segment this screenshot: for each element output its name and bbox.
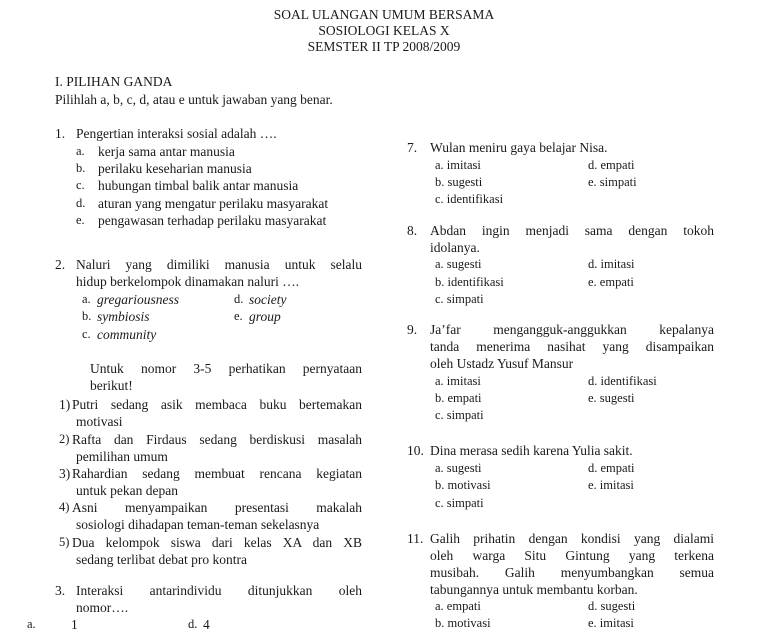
- option-letter: e.: [76, 213, 85, 227]
- option-e: e. imitasi: [588, 478, 634, 492]
- option-e: e. imitasi: [588, 616, 634, 630]
- question-number: 1.: [55, 126, 66, 141]
- option-e: e. simpati: [588, 175, 637, 189]
- note-text: Untuk nomor 3-5 perhatikan pernyataan: [90, 361, 362, 376]
- doc-title: SOAL ULANGAN UMUM BERSAMA: [273, 7, 495, 22]
- option-text: 1: [71, 617, 78, 632]
- question-text: Galih prihatin dengan kondisi yang dialami: [430, 531, 714, 546]
- option-letter: c.: [82, 327, 91, 341]
- question-number: 10.: [407, 443, 424, 458]
- question-text: Naluri yang dimiliki manusia untuk selalu: [76, 257, 362, 272]
- option-b: b. motivasi: [435, 478, 491, 492]
- option-text: pengawasan terhadap perilaku masyarakat: [98, 213, 327, 228]
- option-d: d. sugesti: [588, 599, 636, 613]
- option-letter: a.: [76, 144, 85, 158]
- option-letter: e.: [234, 309, 243, 323]
- statement-text: Rafta dan Firdaus sedang berdiskusi masalah: [72, 432, 362, 447]
- option-text: 4: [203, 617, 210, 632]
- option-letter: d.: [188, 617, 198, 631]
- question-number: 3.: [55, 583, 66, 598]
- question-text: Interaksi antarindividu ditunjukkan oleh: [76, 583, 362, 598]
- option-text: symbiosis: [97, 309, 150, 324]
- option-letter: b.: [82, 309, 92, 323]
- option-letter: c.: [76, 178, 85, 192]
- question-number: 9.: [407, 322, 418, 337]
- question-text: musibah. Galih menyumbangkan semua: [430, 565, 714, 580]
- option-text: perilaku keseharian manusia: [98, 161, 252, 176]
- section-title: I. PILIHAN GANDA: [55, 74, 173, 89]
- question-text: tanda menerima nasihat yang disampaikan: [430, 339, 714, 354]
- question-number: 11.: [407, 531, 424, 546]
- statement-text: sosiologi dihadapan teman-teman sekelasnya: [76, 517, 320, 532]
- statement-text: Putri sedang asik membaca buku bertemakan: [72, 397, 362, 412]
- statement-number: 4): [59, 500, 70, 514]
- option-text: group: [249, 309, 281, 324]
- statement-text: Dua kelompok siswa dari kelas XA dan XB: [72, 535, 362, 550]
- doc-semester: SEMSTER II TP 2008/2009: [307, 39, 461, 54]
- section-instruction: Pilihlah a, b, c, d, atau e untuk jawaban yang benar.: [55, 92, 333, 107]
- option-d: d. empati: [588, 158, 635, 172]
- statement-text: untuk pekan depan: [76, 483, 178, 498]
- question-text: Abdan ingin menjadi sama dengan tokoh: [430, 223, 714, 238]
- question-text: oleh Ustadz Yusuf Mansur: [430, 356, 574, 371]
- option-a: a. imitasi: [435, 374, 481, 388]
- statement-text: sedang terlibat debat pro kontra: [76, 552, 247, 567]
- option-a: a. sugesti: [435, 257, 482, 271]
- question-text: Wulan meniru gaya belajar Nisa.: [430, 140, 608, 155]
- option-b: b. motivasi: [435, 616, 491, 630]
- question-text: tabungannya untuk membantu korban.: [430, 582, 638, 597]
- question-number: 7.: [407, 140, 418, 155]
- statement-text: motivasi: [76, 414, 123, 429]
- question-text: Pengertian interaksi sosial adalah ….: [76, 126, 277, 141]
- option-b: b. sugesti: [435, 175, 483, 189]
- statement-text: Asni menyampaikan presentasi makalah: [72, 500, 362, 515]
- option-c: c. identifikasi: [435, 192, 504, 206]
- option-text: gregariousness: [97, 292, 180, 307]
- statement-text: Rahardian sedang membuat rencana kegiatan: [72, 466, 362, 481]
- question-text: nomor….: [76, 600, 129, 615]
- option-text: community: [97, 327, 157, 342]
- statement-text: pemilihan umum: [76, 449, 168, 464]
- option-c: c. simpati: [435, 496, 484, 510]
- question-number: 8.: [407, 223, 418, 238]
- doc-subject: SOSIOLOGI KELAS X: [318, 23, 450, 38]
- option-letter: a.: [27, 617, 36, 631]
- statement-number: 5): [59, 535, 70, 549]
- option-text: society: [249, 292, 287, 307]
- option-b: b. identifikasi: [435, 275, 504, 289]
- option-text: aturan yang mengatur perilaku masyarakat: [98, 196, 329, 211]
- question-text: Dina merasa sedih karena Yulia sakit.: [430, 443, 633, 458]
- statement-number: 1): [59, 397, 71, 412]
- option-a: a. empati: [435, 599, 481, 613]
- statement-number: 3): [59, 466, 71, 481]
- option-letter: d.: [76, 196, 86, 210]
- option-c: c. simpati: [435, 292, 484, 306]
- option-text: hubungan timbal balik antar manusia: [98, 178, 299, 193]
- option-letter: a.: [82, 292, 91, 306]
- question-number: 2.: [55, 257, 66, 272]
- option-a: a. sugesti: [435, 461, 482, 475]
- option-letter: d.: [234, 292, 244, 306]
- option-letter: b.: [76, 161, 86, 175]
- question-text: oleh warga Situ Gintung yang terkena: [430, 548, 714, 563]
- question-text: Ja’far mengangguk-anggukkan kepalanya: [430, 322, 714, 337]
- option-e: e. empati: [588, 275, 634, 289]
- option-b: b. empati: [435, 391, 482, 405]
- option-d: d. imitasi: [588, 257, 635, 271]
- note-text: berikut!: [90, 378, 133, 393]
- option-d: d. empati: [588, 461, 635, 475]
- statement-number: 2): [59, 432, 70, 446]
- option-a: a. imitasi: [435, 158, 481, 172]
- option-text: kerja sama antar manusia: [98, 144, 235, 159]
- question-text: idolanya.: [430, 240, 480, 255]
- option-e: e. sugesti: [588, 391, 635, 405]
- option-d: d. identifikasi: [588, 374, 657, 388]
- option-c: c. simpati: [435, 408, 484, 422]
- question-text: hidup berkelompok dinamakan naluri ….: [76, 274, 300, 289]
